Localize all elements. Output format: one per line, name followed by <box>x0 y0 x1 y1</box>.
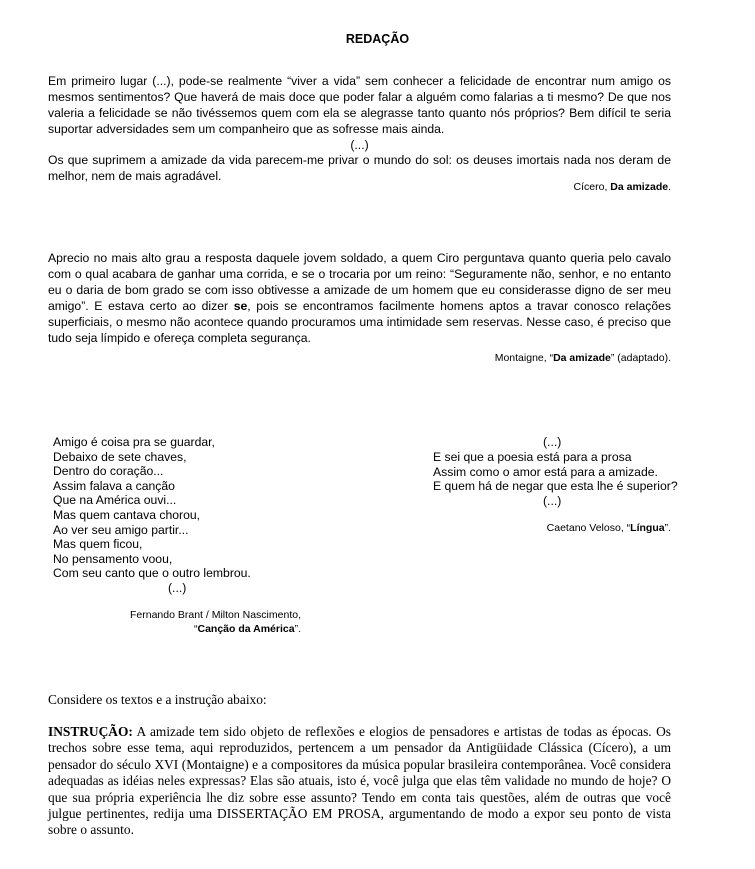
poem-left-credit-quote-open: “ <box>194 623 198 635</box>
poem-right-ellipsis-top: (...) <box>543 435 562 449</box>
poem-left-line: Com seu canto que o outro lembrou. <box>53 566 251 581</box>
poem-left-line: Dentro do coração... <box>53 464 164 479</box>
cicero-credit-end: . <box>668 181 671 193</box>
montaigne-author: Montaigne, “ <box>494 352 554 364</box>
montaigne-credit-end: ” (adaptado). <box>610 352 671 364</box>
page-title: REDAÇÃO <box>345 32 410 46</box>
cicero-credit <box>48 180 671 194</box>
poem-right-credit-author: Caetano Veloso, “ <box>546 522 631 534</box>
poem-left-line: Mas quem cantava chorou, <box>53 507 201 522</box>
instruction-label: INSTRUÇÃO: <box>48 724 133 739</box>
poem-left-line: Ao ver seu amigo partir... <box>53 522 189 537</box>
cicero-author: Cícero, <box>573 181 611 193</box>
poem-left-credit-quote-close: ”. <box>294 623 301 635</box>
poem-left-credit-work: Canção da América <box>197 623 295 635</box>
montaigne-work: Da amizade <box>553 352 611 364</box>
poem-left-line: Assim falava a canção <box>53 478 175 493</box>
poem-left-credit-authors: Fernando Brant / Milton Nascimento, <box>130 609 301 621</box>
poem-right-credit-end: ”. <box>664 522 671 534</box>
montaigne-text-after: , pois se encontramos facilmente homens aptos a travar conosco relações superficiais, o mesmo não acontece quando procuramos uma intimidade sem reservas. Nesse caso, é preciso que tudo seja límpido e ofereça completa segurança. <box>48 299 671 345</box>
montaigne-paragraph <box>48 250 671 346</box>
poem-left-ellipsis: (...) <box>168 581 187 595</box>
poem-left-credit <box>118 608 301 636</box>
poem-left-line: Mas quem ficou, <box>53 537 143 552</box>
poem-right <box>433 450 678 494</box>
poem-right-line: E sei que a poesia está para a prosa <box>433 450 632 464</box>
poem-left-line: No pensamento voou, <box>53 551 173 566</box>
poem-right-line: E quem há de negar que esta lhe é superior? <box>433 479 678 494</box>
montaigne-text-before: Aprecio no mais alto grau a resposta daquele jovem soldado, a quem Ciro perguntava quanto queria pelo cavalo com o qual acabara de ganhar uma corrida, e se o trocaria por um reino: “Seguramente não, senhor, e no entanto eu o daria de bom grado se com isso obtivesse a amizade de um homem que eu considerasse digno de ser meu amigo”. E estava certo ao dizer <box>48 251 671 313</box>
poem-right-line: Assim como o amor está para a amizade. <box>433 464 658 479</box>
cicero-ellipsis: (...) <box>350 138 369 152</box>
poem-left-line: Amigo é coisa pra se guardar, <box>53 435 215 449</box>
consider-text: Considere os textos e a instrução abaixo: <box>48 692 267 707</box>
instruction-paragraph <box>48 724 671 839</box>
poem-left-line: Debaixo de sete chaves, <box>53 449 187 464</box>
montaigne-text-bold: se <box>233 299 248 313</box>
cicero-paragraph-1: Em primeiro lugar (...), pode-se realmente “viver a vida” sem conhecer a felicidade de encontrar num amigo os mesmos sentimentos? Que haverá de mais doce que poder falar a alguém como falarias a ti mesmo? De que nos valeria a felicidade se não tivéssemos quem com ela se alegrasse tanto quanto nós próprios? Bem difícil te seria suportar adversidades sem um companheiro que as sofresse mais ainda. <box>48 74 671 136</box>
poem-right-credit-work: Língua <box>630 522 665 534</box>
cicero-paragraph-2: Os que suprimem a amizade da vida parecem-me privar o mundo do sol: os deuses imortais nada nos deram de melhor, nem de mais agradável. <box>48 153 671 183</box>
poem-left <box>53 435 251 581</box>
instruction-text: A amizade tem sido objeto de reflexões e elogios de pensadores e artistas de todas as épocas. Os trechos sobre esse tema, aqui reproduzidos, pertencem a um pensador da Antigüidade Clássica (Cícero), a um pensador do século XVI (Montaigne) e a compositores da música popular brasileira contemporânea. Você considera adequadas as idéias neles expressas? Elas são atuais, isto é, você julga que elas têm validade no mundo de hoje? O que sua própria experiência lhe diz sobre esse assunto? Tendo em conta tais questões, além de outras que você julgue pertinentes, redija uma DISSERTAÇÃO EM PROSA, argumentando de modo a expor seu ponto de vista sobre o assunto. <box>48 724 671 838</box>
poem-right-ellipsis-bottom: (...) <box>543 494 562 508</box>
poem-right-credit <box>433 521 671 535</box>
montaigne-credit <box>48 351 671 365</box>
cicero-work: Da amizade <box>610 181 669 193</box>
poem-left-line: Que na América ouvi... <box>53 493 177 508</box>
poem-left-credit-work-line <box>118 622 301 636</box>
